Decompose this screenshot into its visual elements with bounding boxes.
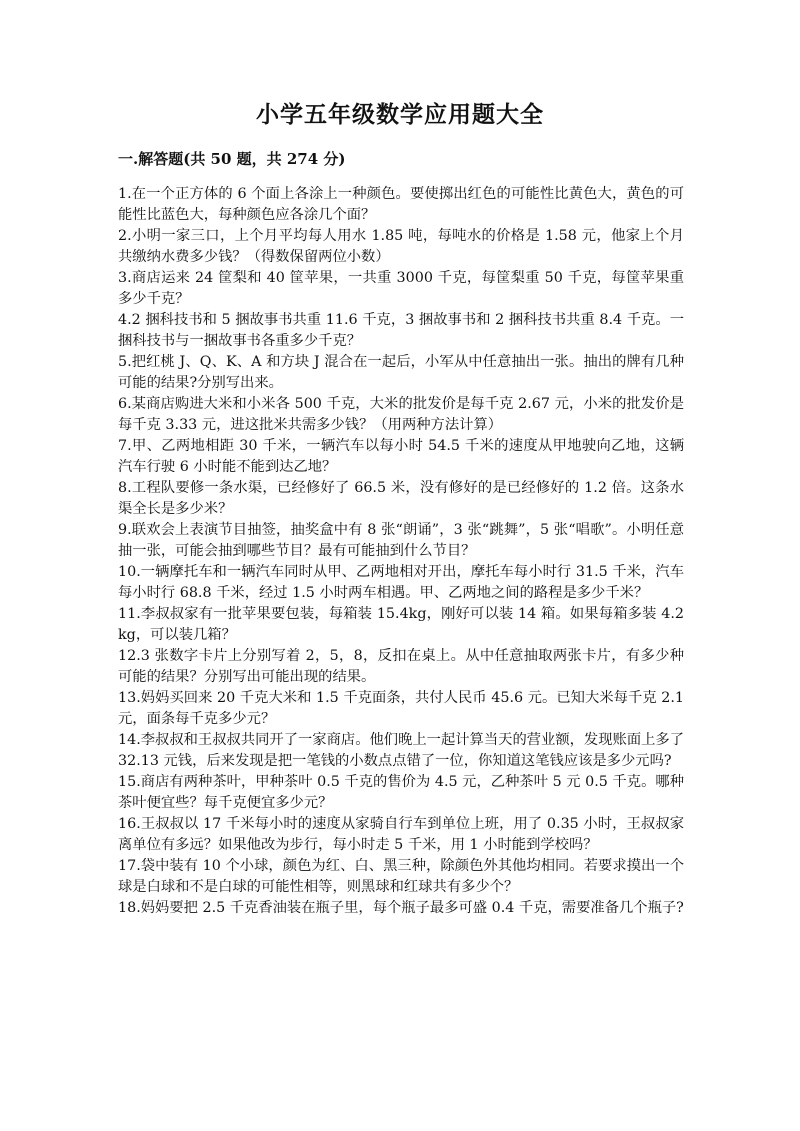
question-item: 4.2 捆科技书和 5 捆故事书共重 11.6 千克，3 捆故事书和 2 捆科技书共重 8.4 千克。一捆科技书与一捆故事书各重多少千克？: [118, 312, 684, 349]
question-item: 18.妈妈要把 2.5 千克香油装在瓶子里，每个瓶子最多可盛 0.4 千克，需要准备几个瓶子?: [118, 900, 684, 916]
question-item: 16.王叔叔以 17 千米每小时的速度从家骑自行车到单位上班，用了 0.35 小时，王叔叔家离单位有多远？如果他改为步行，每小时走 5 千米，用 1 小时能到学校吗？: [118, 816, 684, 853]
question-item: 13.妈妈买回来 20 千克大米和 1.5 千克面条，共付人民币 45.6 元。已知大米每千克 2.1 元，面条每千克多少元？: [118, 690, 684, 727]
section-heading: 一.解答题(共 50 题，共 274 分): [118, 150, 346, 168]
question-item: 12.3 张数字卡片上分别写着 2，5，8，反扣在桌上。从中任意抽取两张卡片，有多少种可能的结果？分别写出可能出现的结果。: [118, 648, 684, 685]
question-item: 8.工程队要修一条水渠，已经修好了 66.5 米，没有修好的是已经修好的 1.2 倍。这条水渠全长是多少米？: [118, 480, 684, 517]
question-item: 10.一辆摩托车和一辆汽车同时从甲、乙两地相对开出，摩托车每小时行 31.5 千米，汽车每小时行 68.8 千米，经过 1.5 小时两车相遇。甲、乙两地之间的路程是多少千米？: [118, 564, 684, 601]
question-list: [118, 184, 684, 919]
question-item: 15.商店有两种茶叶，甲种茶叶 0.5 千克的售价为 4.5 元，乙种茶叶 5 元 0.5 千克。哪种茶叶便宜些？每千克便宜多少元？: [118, 774, 684, 811]
question-item: 1.在一个正方体的 6 个面上各涂上一种颜色。要使掷出红色的可能性比黄色大，黄色的可能性比蓝色大，每种颜色应各涂几个面？: [118, 186, 684, 223]
question-item: 6.某商店购进大米和小米各 500 千克，大米的批发价是每千克 2.67 元，小米的批发价是每千克 3.33 元，进这批米共需多少钱？（用两种方法计算）: [118, 396, 684, 433]
question-item: 11.李叔叔家有一批苹果要包装，每箱装 15.4kg，刚好可以装 14 箱。如果每箱多装 4.2kg，可以装几箱？: [118, 606, 684, 643]
question-item: 3.商店运来 24 筐梨和 40 筐苹果，一共重 3000 千克，每筐梨重 50 千克，每筐苹果重多少千克？: [118, 270, 684, 307]
question-item: 5.把红桃 J、Q、K、A 和方块 J 混合在一起后，小军从中任意抽出一张。抽出的牌有几种可能的结果?分别写出来。: [118, 354, 684, 391]
question-item: 2.小明一家三口，上个月平均每人用水 1.85 吨，每吨水的价格是 1.58 元，他家上个月共缴纳水费多少钱？（得数保留两位小数）: [118, 228, 684, 265]
question-item: 17.袋中装有 10 个小球，颜色为红、白、黑三种，除颜色外其他均相同。若要求摸出一个球是白球和不是白球的可能性相等，则黑球和红球共有多少个？: [118, 858, 684, 895]
page-title: 小学五年级数学应用题大全: [256, 101, 544, 128]
question-item: 14.李叔叔和王叔叔共同开了一家商店。他们晚上一起计算当天的营业额，发现账面上多了 32.13 元钱，后来发现是把一笔钱的小数点点错了一位，你知道这笔钱应该是多少元吗?: [118, 732, 685, 769]
question-item: 7.甲、乙两地相距 30 千米，一辆汽车以每小时 54.5 千米的速度从甲地驶向乙地，这辆汽车行驶 6 小时能不能到达乙地？: [118, 438, 684, 475]
question-item: 9.联欢会上表演节目抽签，抽奖盒中有 8 张“朗诵”，3 张“跳舞”，5 张“唱歌”。小明任意抽一张，可能会抽到哪些节目？最有可能抽到什么节目？: [118, 522, 684, 559]
